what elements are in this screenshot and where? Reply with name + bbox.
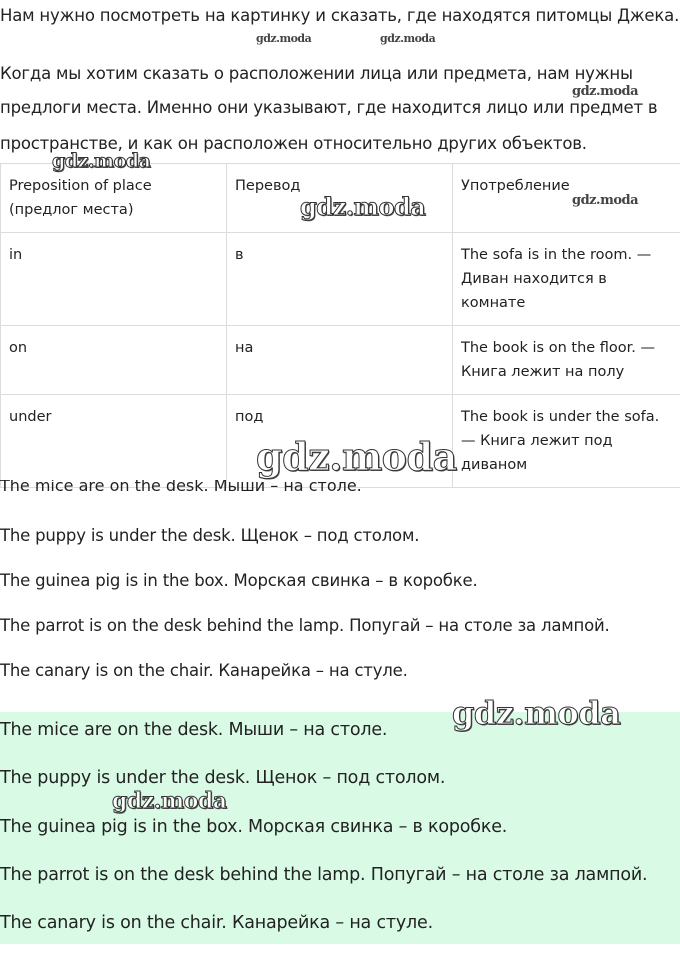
answer-line: The puppy is under the desk. Щенок – под столом.: [0, 526, 420, 545]
table-cell: в: [227, 233, 453, 326]
table-header-cell: Preposition of place (предлог места): [1, 164, 227, 233]
answer-line: The guinea pig is in the box. Морская свинка – в коробке.: [0, 571, 478, 590]
highlighted-answer-line: The guinea pig is in the box. Морская свинка – в коробке.: [0, 817, 508, 837]
table-cell: under: [1, 395, 227, 488]
table-cell: The sofa is in the room. — Диван находится в комнате: [453, 233, 680, 326]
watermark: gdz.moda: [300, 192, 426, 221]
highlighted-answer-line: The mice are on the desk. Мыши – на столе.: [0, 720, 388, 740]
answer-line: The parrot is on the desk behind the lamp. Попугай – на столе за лампой.: [0, 616, 610, 635]
table-row: [1, 326, 680, 395]
watermark: gdz.moda: [572, 84, 639, 99]
watermark: gdz.moda: [256, 434, 457, 479]
watermark: gdz.moda: [380, 32, 436, 45]
watermark: gdz.moda: [52, 150, 151, 172]
table-cell: on: [1, 326, 227, 395]
table-header-cell: Употребление: [453, 164, 680, 233]
answer-line: The canary is on the chair. Канарейка – на стуле.: [0, 661, 408, 680]
table-cell: The book is under the sofa. — Книга лежит под диваном: [453, 395, 680, 488]
highlighted-answer-line: The puppy is under the desk. Щенок – под столом.: [0, 768, 446, 788]
explanation-line: Когда мы хотим сказать о расположении лица или предмета, нам нужны: [0, 64, 633, 83]
watermark: gdz.moda: [452, 694, 621, 732]
table-cell: на: [227, 326, 453, 395]
table-cell: под: [227, 395, 453, 488]
table-header-cell: Перевод: [227, 164, 453, 233]
watermark: gdz.moda: [112, 788, 227, 814]
table-cell: in: [1, 233, 227, 326]
clipped-text-line: [0, 480, 400, 498]
explanation-line: предлоги места. Именно они указывают, где находится лицо или предмет в: [0, 98, 658, 117]
intro-text: Нам нужно посмотреть на картинку и сказать, где находятся питомцы Джека.: [0, 6, 680, 25]
watermark: gdz.moda: [572, 193, 639, 208]
table-row: [1, 233, 680, 326]
watermark: gdz.moda: [256, 32, 312, 45]
table-cell: The book is on the floor. — Книга лежит на полу: [453, 326, 680, 395]
explanation-line: пространстве, и как он расположен относительно других объектов.: [0, 134, 587, 153]
highlighted-answer-line: The parrot is on the desk behind the lamp. Попугай – на столе за лампой.: [0, 865, 648, 885]
clipped-text: The mice are on the desk. Мыши – на столе.: [0, 480, 362, 495]
highlighted-answer-line: The canary is on the chair. Канарейка – на стуле.: [0, 913, 433, 933]
